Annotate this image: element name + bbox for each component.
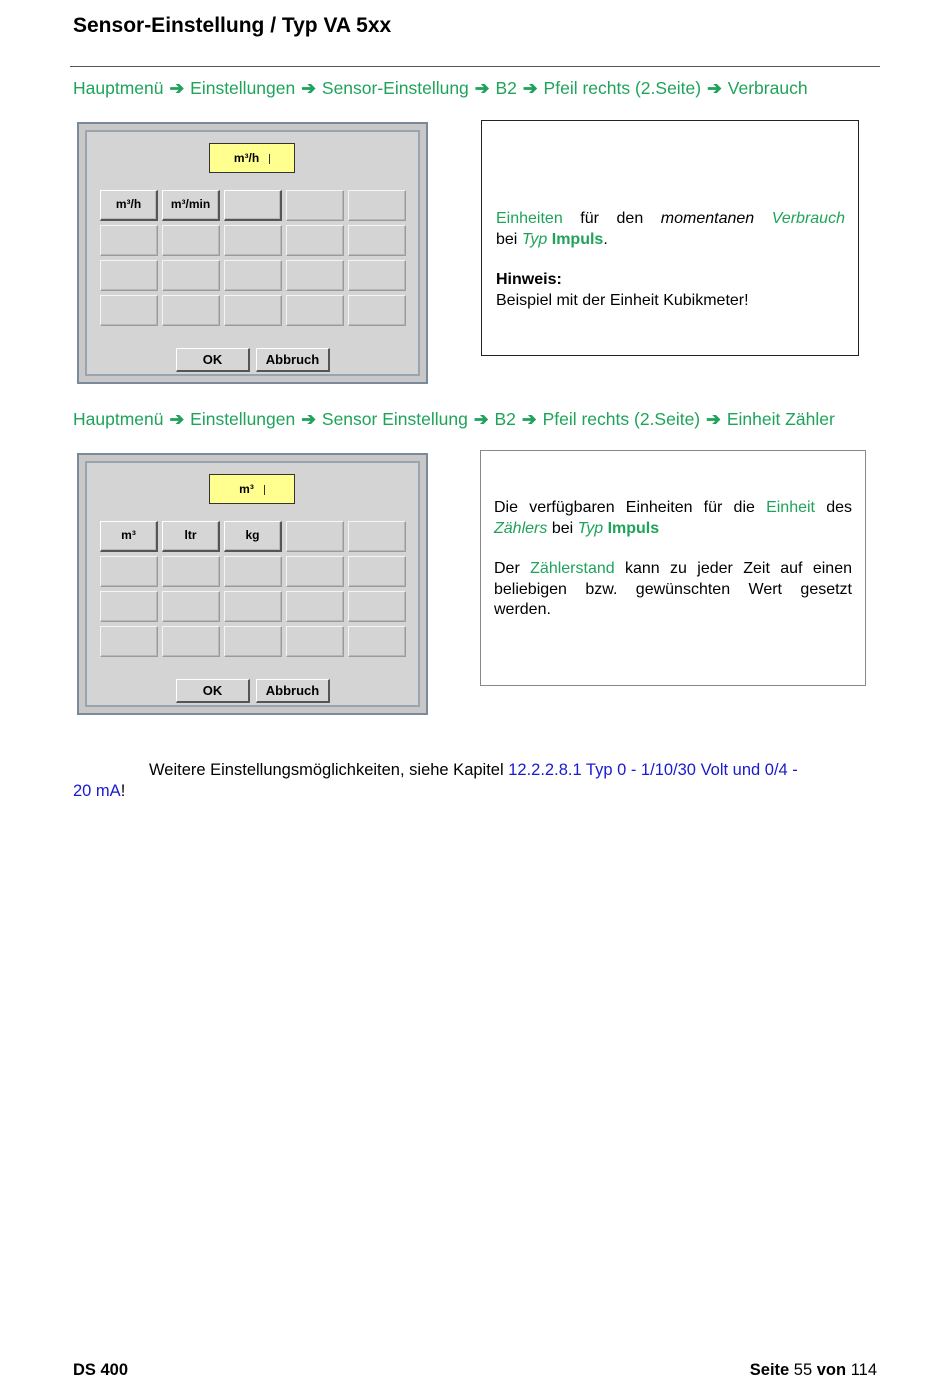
arrow-right-icon: ➔ xyxy=(707,78,722,98)
term-impuls: Impuls xyxy=(607,519,660,537)
empty-slot xyxy=(100,556,158,587)
note-end: ! xyxy=(120,782,126,800)
empty-slot xyxy=(348,295,406,326)
crumb-item: Hauptmenü xyxy=(73,409,164,429)
empty-slot xyxy=(348,190,406,221)
info-box-verbrauch xyxy=(481,120,859,356)
footer-page-number xyxy=(750,1361,877,1380)
term-impuls: Impuls xyxy=(551,230,604,248)
empty-slot xyxy=(348,556,406,587)
arrow-right-icon: ➔ xyxy=(706,409,721,429)
footer-page-current: 55 xyxy=(793,1361,813,1379)
info-line xyxy=(496,209,845,230)
header-divider xyxy=(70,66,880,67)
empty-slot xyxy=(224,225,282,256)
text-cursor-icon xyxy=(264,485,265,495)
info-line xyxy=(494,519,852,540)
term-zaehlerstand: Zählerstand xyxy=(530,560,615,577)
arrow-right-icon: ➔ xyxy=(301,78,316,98)
empty-slot xyxy=(224,626,282,657)
text-cursor-icon xyxy=(269,154,270,164)
crumb-item: Hauptmenü xyxy=(73,78,164,98)
text-word: für xyxy=(580,210,599,227)
empty-slot xyxy=(224,295,282,326)
cancel-button[interactable]: Abbruch xyxy=(256,348,330,372)
empty-slot xyxy=(286,295,344,326)
empty-slot xyxy=(348,225,406,256)
unit-display-value: m³ xyxy=(239,482,254,496)
empty-slot xyxy=(162,591,220,622)
empty-slot xyxy=(348,521,406,552)
arrow-right-icon: ➔ xyxy=(169,78,185,98)
device-screen-einheit-zaehler xyxy=(77,453,428,715)
empty-slot xyxy=(100,260,158,291)
unit-display xyxy=(209,474,295,504)
unit-button-kg[interactable]: kg xyxy=(224,521,282,552)
text-word: bei xyxy=(496,230,518,248)
footer-page-total: 114 xyxy=(850,1361,877,1379)
footer-of-word: von xyxy=(816,1361,847,1379)
empty-slot xyxy=(286,225,344,256)
empty-slot xyxy=(100,225,158,256)
term-typ: Typ xyxy=(521,230,548,248)
empty-slot xyxy=(224,556,282,587)
crumb-item: B2 xyxy=(494,409,516,429)
arrow-right-icon: ➔ xyxy=(522,78,538,98)
term-typ: Typ xyxy=(577,519,604,537)
empty-slot xyxy=(162,295,220,326)
crumb-item: Verbrauch xyxy=(727,78,808,98)
further-settings-note xyxy=(73,760,859,802)
empty-slot xyxy=(286,521,344,552)
arrow-right-icon: ➔ xyxy=(301,409,316,429)
breadcrumb-verbrauch xyxy=(73,78,808,99)
hint-text: Beispiel mit der Einheit Kubikmeter! xyxy=(496,291,749,309)
text-word: bei xyxy=(551,519,574,537)
text-run: Die verfügbaren Einheiten für die xyxy=(494,499,755,516)
crumb-item: Sensor Einstellung xyxy=(321,409,468,429)
empty-slot xyxy=(224,591,282,622)
crumb-item: Einheit Zähler xyxy=(726,409,835,429)
footer-page-word: Seite xyxy=(749,1361,790,1379)
ok-button[interactable]: OK xyxy=(176,348,250,372)
empty-slot xyxy=(224,260,282,291)
crumb-item: Pfeil rechts (2.Seite) xyxy=(543,78,702,98)
term-einheit: Einheit xyxy=(766,499,815,516)
cancel-button[interactable]: Abbruch xyxy=(256,679,330,703)
empty-slot xyxy=(348,626,406,657)
breadcrumb-einheit-zaehler xyxy=(73,409,835,430)
info-line xyxy=(494,498,852,519)
empty-slot xyxy=(348,260,406,291)
unit-button-m3[interactable]: m³ xyxy=(100,521,158,552)
empty-slot xyxy=(286,556,344,587)
info-line xyxy=(496,230,845,251)
text-word: Der xyxy=(494,560,520,577)
counter-paragraph xyxy=(494,559,852,621)
page-title: Sensor-Einstellung / Typ VA 5xx xyxy=(73,14,392,37)
crumb-item: Sensor-Einstellung xyxy=(321,78,469,98)
footer-doc-id: DS 400 xyxy=(73,1361,129,1379)
chapter-link[interactable]: 20 mA xyxy=(73,782,121,800)
empty-slot xyxy=(286,190,344,221)
unit-display xyxy=(209,143,295,173)
empty-slot xyxy=(100,591,158,622)
empty-slot xyxy=(162,626,220,657)
arrow-right-icon: ➔ xyxy=(521,409,537,429)
text-punct: . xyxy=(603,230,608,248)
text-word: den xyxy=(616,210,644,227)
text-word: momentanen xyxy=(660,210,755,227)
device-screen-verbrauch xyxy=(77,122,428,384)
empty-slot xyxy=(100,626,158,657)
hint-label: Hinweis: xyxy=(496,271,562,288)
term-einheiten: Einheiten xyxy=(496,210,563,227)
empty-slot xyxy=(162,556,220,587)
text-word: des xyxy=(826,499,852,516)
unit-button-m3h[interactable]: m³/h xyxy=(100,190,158,221)
unit-button-m3min[interactable]: m³/min xyxy=(162,190,220,221)
unit-button-ltr[interactable]: ltr xyxy=(162,521,220,552)
arrow-right-icon: ➔ xyxy=(473,409,489,429)
arrow-right-icon: ➔ xyxy=(169,409,185,429)
empty-slot xyxy=(100,295,158,326)
crumb-item: Einstellungen xyxy=(190,409,296,429)
crumb-item: Pfeil rechts (2.Seite) xyxy=(542,409,701,429)
info-box-einheit-zaehler xyxy=(480,450,866,686)
text-run: kann zu jeder Zeit auf einen beliebigen bzw. gewünschten Wert gesetzt werden. xyxy=(494,560,852,618)
unit-display-value: m³/h xyxy=(233,151,260,165)
chapter-link[interactable]: 12.2.2.8.1 Typ 0 - 1/10/30 Volt und 0/4 - xyxy=(508,761,798,779)
term-verbrauch: Verbrauch xyxy=(771,210,845,227)
note-text: Weitere Einstellungsmöglichkeiten, siehe Kapitel xyxy=(149,761,504,779)
term-zaehlers: Zählers xyxy=(494,519,548,537)
crumb-item: B2 xyxy=(495,78,517,98)
crumb-item: Einstellungen xyxy=(190,78,296,98)
empty-slot xyxy=(286,591,344,622)
empty-slot xyxy=(162,225,220,256)
unit-button-empty[interactable] xyxy=(224,190,282,221)
empty-slot xyxy=(162,260,220,291)
empty-slot xyxy=(286,260,344,291)
arrow-right-icon: ➔ xyxy=(474,78,490,98)
empty-slot xyxy=(348,591,406,622)
empty-slot xyxy=(286,626,344,657)
ok-button[interactable]: OK xyxy=(176,679,250,703)
